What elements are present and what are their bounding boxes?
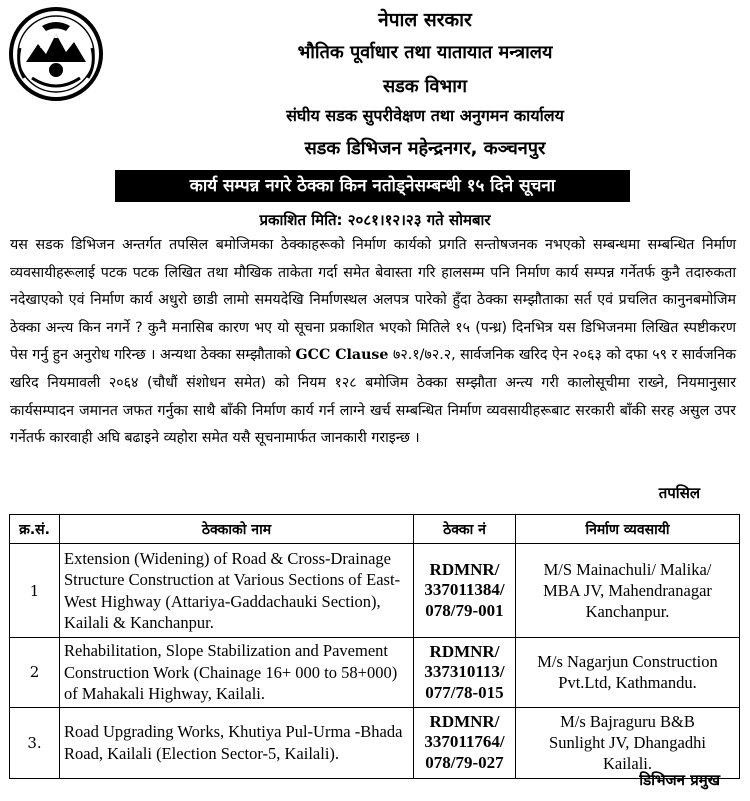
header-contractor: निर्माण व्यवसायी (516, 515, 740, 544)
notice-body (10, 232, 736, 453)
contract-number-line: RDMNR/ (429, 641, 500, 661)
row-contractor (516, 707, 740, 778)
contract-number-line: 078/79-001 (425, 600, 504, 620)
body-part-1: यस सडक डिभिजन अन्तर्गत तपसिल बमोजिमका ठेक्काहरूको निर्माण कार्यको प्रगति सन्तोषजनक नभएको सम्बन्धमा सम्बन्धित निर्माण व्यवसायीहरूलाई पटक पटक लिखित तथा मौखिक ताकेता गर्दा समेत बेवास्ता गरि हालसम्म पनि निर्माण कार्य सम्पन्न गर्नेतर्फ कुनै तदारुकता नदेखाएको एवं निर्माण कार्य अधुरो छाडी लामो समयदेखि निर्माणस्थल अलपत्र पारेको हुँदा ठेक्का सम्झौताका सर्त एवं प्रचलित कानुनबमोजिम ठेक्का अन्त्य किन नगर्ने ? कुनै मनासिब कारण भए यो सूचना प्रकाशित भएको मितिले १५ (पन्ध्र) दिनभित्र यस डिभिजनमा लिखित स्पष्टीकरण पेस गर्नु हुन अनुरोध गरिन्छ । अन्यथा ठेक्का सम्झौताको (10, 237, 736, 364)
contract-number-line: 337011764/ (424, 732, 505, 752)
contract-number-line: 077/78-015 (425, 682, 504, 702)
header-contract-number: ठेक्का नं (414, 515, 516, 544)
row-contract-number (414, 707, 516, 778)
row-contractor (516, 544, 740, 638)
contract-number-line: 078/79-027 (425, 752, 504, 772)
contractor-line: Pvt.Ltd, Kathmandu. (558, 673, 697, 693)
row-sn: 3. (10, 707, 60, 778)
published-date: प्रकाशित मिति: २०८१।१२।२३ गते सोमबार (259, 211, 491, 229)
header-contract-name: ठेक्काको नाम (60, 515, 414, 544)
contract-number-line: RDMNR/ (429, 711, 500, 731)
row-sn: 1 (10, 544, 60, 638)
table-row (10, 707, 740, 778)
body-part-2: ७२.१/७२.२, सार्वजनिक खरिद ऐन २०६३ को दफा ५९ र सार्वजनिक खरिद नियमावली २०६४ (चौधौं संशोधन समेत) को नियम १२८ बमोजिम ठेक्का सम्झौता अन्त्य गरी कालोसूचीमा राख्ने, नियमानुसार कार्यसम्पादन जमानत जफत गर्नुका साथै बाँकी निर्माण कार्य गर्न लाग्ने खर्च सम्बन्धित निर्माण व्यवसायीहरूबाट सरकारी बाँकी सरह असुल उपर गर्नेतर्फ कारवाही अघि बढाइने व्यहोरा समेत यसै सूचनामार्फत जानकारी गराइन्छ । (10, 347, 736, 447)
row-contract-number (414, 638, 516, 708)
header-division: सडक डिभिजन महेन्द्रनगर, कञ्चनपुर (304, 138, 546, 159)
signature-division-chief: डिभिजन प्रमुख (639, 771, 720, 789)
table-row (10, 638, 740, 708)
row-contractor (516, 638, 740, 708)
contract-number-line: RDMNR/ (429, 559, 500, 579)
contractor-line: Kanchanpur. (585, 602, 670, 621)
contractor-line: Sunlight JV, Dhangadhi (549, 733, 706, 752)
contractor-line: Kailali. (602, 754, 653, 773)
header-department: सडक विभाग (382, 76, 467, 97)
contract-number-line: 337310113/ (424, 662, 505, 681)
row-contract-name: Road Upgrading Works, Khutiya Pul-Urma -Bhada Road, Kailali (Election Sector-5, Kailali). (60, 707, 414, 778)
notice-title-banner: कार्य सम्पन्न नगरे ठेक्का किन नतोड्नेसम्बन्धी १५ दिने सूचना (115, 170, 630, 202)
contractor-line: M/S Mainachuli/ Malika/ (543, 560, 712, 579)
row-contract-name: Rehabilitation, Slope Stabilization and Pavement Construction Work (Chainage 16+ 000 to 58+000) of Mahakali Highway, Kailali. (60, 638, 414, 708)
contractor-line: M/s Nagarjun Construction (537, 652, 718, 672)
header-ministry: भौतिक पूर्वाधार तथा यातायात मन्त्रालय (297, 42, 553, 63)
contractor-line: M/s Bajraguru B&B (560, 712, 695, 731)
row-contract-number (414, 544, 516, 638)
header-sn: क्र.सं. (10, 515, 60, 544)
table-row (10, 544, 740, 638)
nepal-government-emblem (8, 4, 104, 104)
contracts-table (9, 514, 740, 779)
row-sn: 2 (10, 638, 60, 708)
tapasil-label: तपसिल (658, 484, 700, 502)
gcc-clause: GCC Clause (295, 347, 389, 364)
header-office: संघीय सडक सुपरीवेक्षण तथा अनुगमन कार्यालय (286, 106, 564, 125)
table-header-row (10, 515, 740, 544)
contractor-line: MBA JV, Mahendranagar (543, 581, 712, 600)
contract-number-line: 337011384/ (424, 580, 505, 600)
row-contract-name: Extension (Widening) of Road & Cross-Drainage Structure Construction at Various Sections of East-West Highway (Attariya-Gaddachauki Section), Kailali & Kanchanpur. (60, 544, 414, 638)
header-government: नेपाल सरकार (378, 9, 472, 31)
